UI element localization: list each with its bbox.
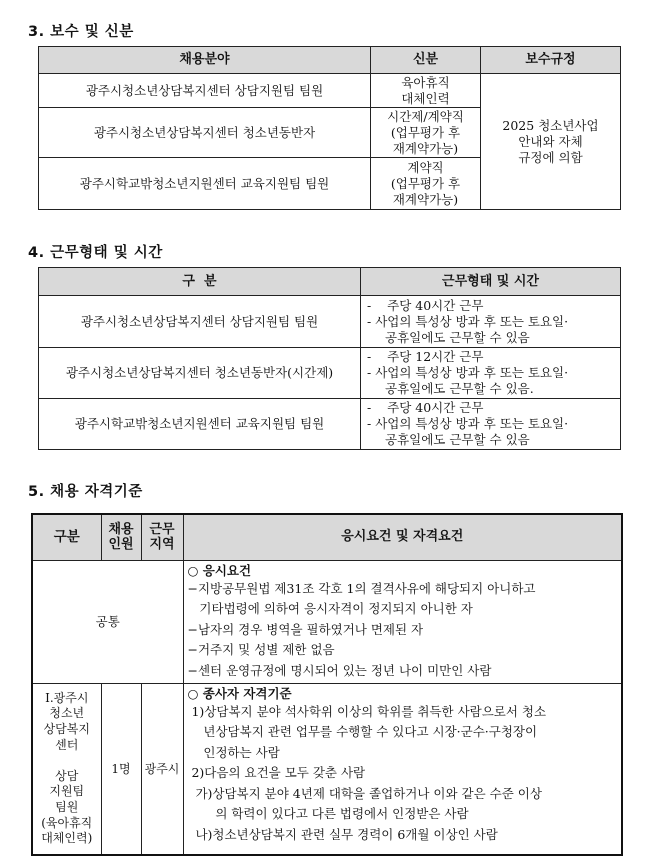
field-cell: 광주시학교밖청소년지원센터 교육지원팀 팀원 bbox=[39, 158, 371, 210]
status-cell: 계약직 (업무평가 후 재계약가능) bbox=[371, 158, 481, 210]
hours-line: 공휴일에도 근무할 수 있음 bbox=[385, 432, 530, 447]
common-label: 공통 bbox=[32, 560, 183, 683]
pay-status-table bbox=[38, 46, 621, 210]
staff-requirements bbox=[183, 683, 622, 855]
header-status: 신분 bbox=[371, 47, 481, 74]
requirement-line: 년상담복지 관련 업무를 수행할 수 있다고 시장·군수·구청장이 bbox=[187, 724, 538, 739]
header-pay: 보수규정 bbox=[481, 47, 621, 74]
requirement-line: −거주지 및 성별 제한 없음 bbox=[187, 642, 335, 657]
hours-line: - 주당 12시간 근무 bbox=[367, 349, 484, 364]
header-count: 채용 인원 bbox=[101, 514, 141, 560]
requirement-line: −남자의 경우 병역을 필하였거나 면제된 자 bbox=[187, 621, 424, 637]
requirement-line: 기타법령에 의하여 응시자격이 정지되지 아니한 자 bbox=[187, 601, 473, 616]
requirement-line: 2)다음의 요건을 모두 갖춘 사람 bbox=[187, 765, 366, 780]
hours-line: - 사업의 특성상 방과 후 또는 토요일· bbox=[367, 365, 569, 380]
section-4-title: 4. 근무형태 및 시간 bbox=[28, 245, 163, 261]
table-row bbox=[39, 74, 621, 108]
hours-cell bbox=[361, 296, 621, 348]
work-region: 광주시 bbox=[141, 683, 183, 855]
requirement-line: −지방공무원법 제31조 각호 1의 결격사유에 해당되지 아니하고 bbox=[187, 580, 536, 596]
table-row bbox=[39, 296, 621, 348]
requirement-line: 인정하는 사람 bbox=[187, 744, 280, 760]
pay-cell: 2025 청소년사업 안내와 자체 규정에 의함 bbox=[481, 74, 621, 210]
table-row bbox=[39, 348, 621, 399]
header-category: 구 분 bbox=[39, 268, 361, 296]
header-hours: 근무형태 및 시간 bbox=[361, 268, 621, 296]
section-3-title: 3. 보수 및 신분 bbox=[28, 24, 134, 40]
table-row bbox=[32, 560, 622, 683]
header-region: 근무 지역 bbox=[141, 514, 183, 560]
requirement-line: 나)청소년상담복지 관련 실무 경력이 6개월 이상인 사람 bbox=[187, 826, 498, 842]
status-cell: 시간제/계약직 (업무평가 후 재계약가능) bbox=[371, 108, 481, 158]
hours-line: - 사업의 특성상 방과 후 또는 토요일· bbox=[367, 313, 569, 329]
requirement-line: 의 학력이 있다고 다른 법령에서 인정받은 사람 bbox=[187, 806, 469, 821]
section-5-title: 5. 채용 자격기준 bbox=[28, 484, 143, 500]
hours-cell bbox=[361, 399, 621, 450]
table-row bbox=[32, 683, 622, 855]
field-cell: 광주시청소년상담복지센터 상담지원팀 팀원 bbox=[39, 296, 361, 348]
hours-line: - 주당 40시간 근무 bbox=[367, 297, 484, 313]
requirements-heading: ○ 종사자 자격기준 bbox=[187, 685, 292, 701]
position-label: Ⅰ.광주시 청소년 상담복지 센터 상담 지원팀 팀원 (육아휴직 대체인력) bbox=[32, 683, 101, 855]
requirement-line: −센터 운영규정에 명시되어 있는 정년 나이 미만인 사람 bbox=[187, 662, 492, 678]
table-row bbox=[39, 399, 621, 450]
common-requirements bbox=[183, 560, 622, 683]
requirement-line: 1)상담복지 분야 석사학위 이상의 학위를 취득한 사람으로서 청소 bbox=[187, 703, 547, 719]
hours-line: 공휴일에도 근무할 수 있음. bbox=[385, 381, 534, 396]
header-type: 구분 bbox=[32, 514, 101, 560]
field-cell: 광주시청소년상담복지센터 청소년동반자 bbox=[39, 108, 371, 158]
field-cell: 광주시청소년상담복지센터 상담지원팀 팀원 bbox=[39, 74, 371, 108]
qualification-table bbox=[31, 513, 623, 856]
header-field: 채용분야 bbox=[39, 47, 371, 74]
hours-line: - 사업의 특성상 방과 후 또는 토요일· bbox=[367, 416, 569, 431]
header-requirements: 응시요건 및 자격요건 bbox=[183, 514, 622, 560]
status-cell: 육아휴직 대체인력 bbox=[371, 74, 481, 108]
field-cell: 광주시청소년상담복지센터 청소년동반자(시간제) bbox=[39, 348, 361, 399]
requirements-heading: ○ 응시요건 bbox=[187, 562, 252, 578]
requirement-line: 가)상담복지 분야 4년제 대학을 졸업하거나 이와 같은 수준 이상 bbox=[187, 785, 542, 801]
work-hours-table bbox=[38, 267, 621, 450]
hours-line: - 주당 40시간 근무 bbox=[367, 400, 484, 415]
hire-count: 1명 bbox=[101, 683, 141, 855]
hours-line: 공휴일에도 근무할 수 있음 bbox=[385, 329, 530, 345]
hours-cell bbox=[361, 348, 621, 399]
field-cell: 광주시학교밖청소년지원센터 교육지원팀 팀원 bbox=[39, 399, 361, 450]
